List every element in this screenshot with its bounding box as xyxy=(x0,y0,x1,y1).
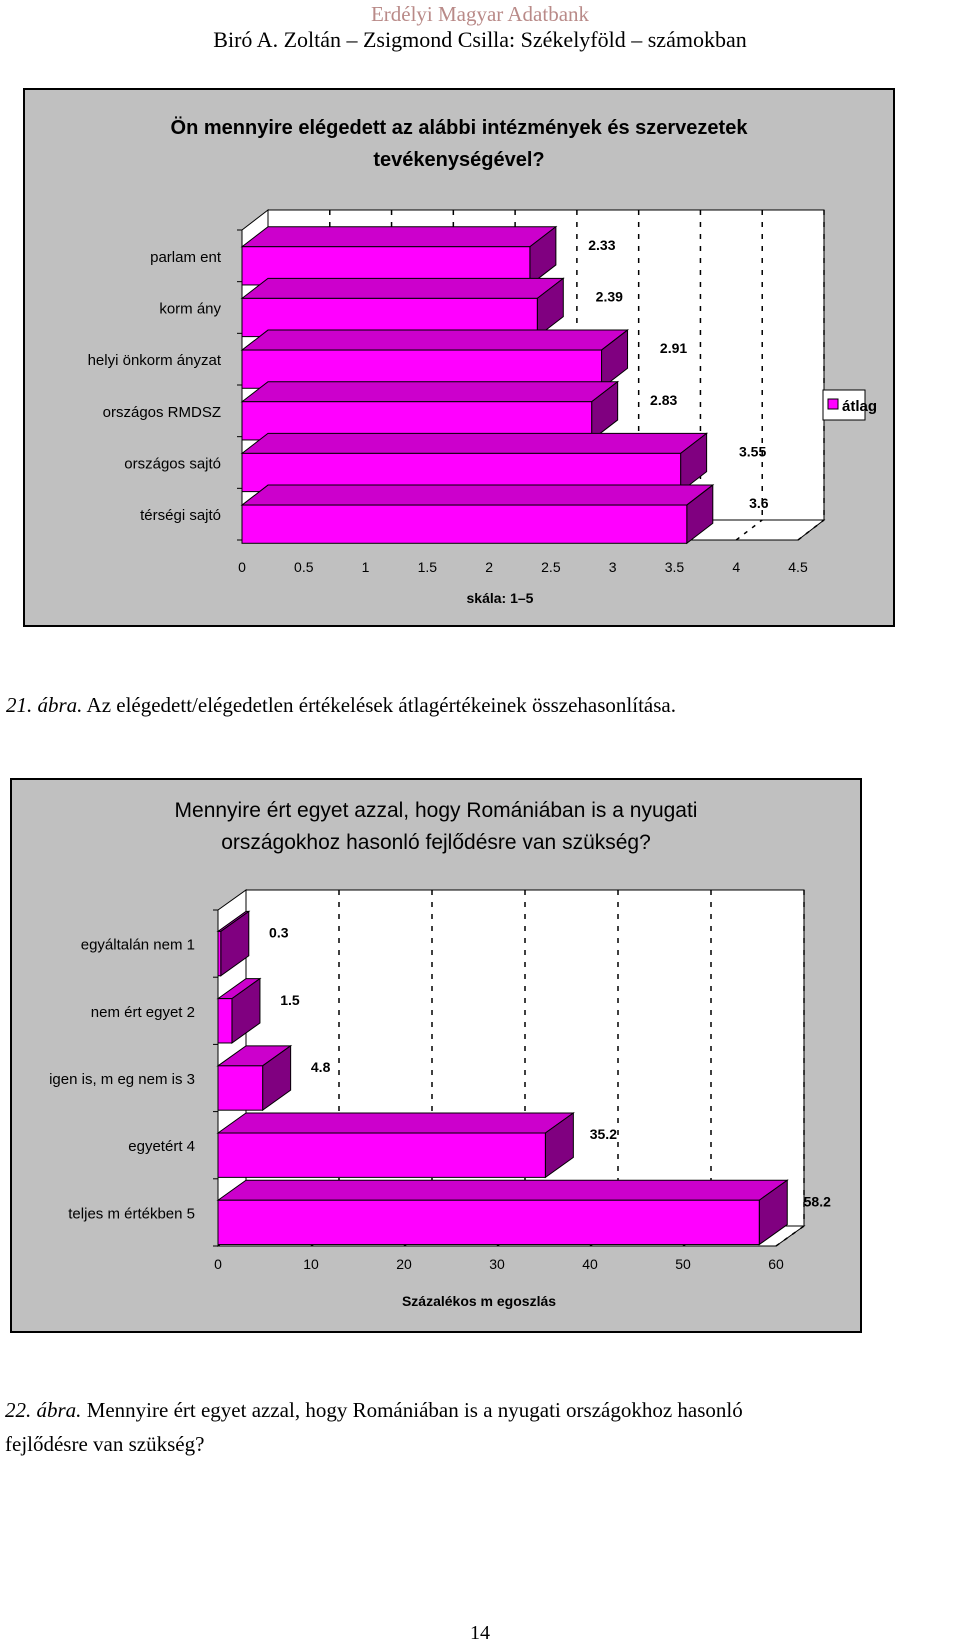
caption-1-text: Az elégedett/elégedetlen értékelések átlagértékeinek összehasonlítása. xyxy=(82,693,676,717)
x-tick-label: 0 xyxy=(214,1256,222,1272)
x-tick-label: 0.5 xyxy=(294,559,314,575)
x-tick-label: 4.5 xyxy=(788,559,808,575)
category-label: térségi sajtó xyxy=(140,507,221,525)
caption-2-text-line2: fejlődésre van szükség? xyxy=(5,1432,205,1456)
bar xyxy=(218,1180,787,1244)
chart-title-1-line1: Ön mennyire elégedett az alábbi intézmények és szervezetek xyxy=(170,117,748,139)
category-label: helyi önkorm ányzat xyxy=(87,352,221,370)
data-label: 1.5 xyxy=(280,991,300,1008)
chart-title-2-line1: Mennyire ért egyet azzal, hogy Romániában is a nyugati xyxy=(174,799,698,822)
data-label: 2.39 xyxy=(595,288,623,305)
x-tick-label: 2.5 xyxy=(541,559,561,575)
category-label: egyáltalán nem 1 xyxy=(80,936,195,954)
bar xyxy=(242,433,707,491)
category-label: egyetért 4 xyxy=(128,1138,195,1156)
chart-2-x-axis-label: Százalékos m egoszlás xyxy=(401,1293,557,1309)
bar xyxy=(218,1113,573,1177)
site-title: Erdélyi Magyar Adatbank xyxy=(370,2,590,26)
book-title: Biró A. Zoltán – Zsigmond Csilla: Székelyföld – számokban xyxy=(213,27,747,52)
bar xyxy=(242,278,563,336)
legend-swatch xyxy=(828,399,838,409)
x-tick-label: 20 xyxy=(396,1256,412,1272)
data-label: 2.83 xyxy=(650,391,678,408)
category-label: országos RMDSZ xyxy=(102,403,221,421)
chart-1-svg xyxy=(25,90,893,625)
chart-1-legend xyxy=(823,390,877,420)
data-label: 35.2 xyxy=(589,1126,617,1143)
x-tick-label: 10 xyxy=(303,1256,319,1272)
legend-label: átlag xyxy=(842,398,878,415)
bar xyxy=(242,382,618,440)
data-label: 3.6 xyxy=(749,495,769,512)
category-label: teljes m értékben 5 xyxy=(68,1205,195,1223)
bar xyxy=(242,330,628,388)
caption-2-text: Mennyire ért egyet azzal, hogy Romániában is a nyugati országokhoz hasonló xyxy=(81,1398,743,1422)
page-header xyxy=(0,0,960,54)
x-tick-label: 2 xyxy=(485,559,494,575)
page-number: 14 xyxy=(470,1622,490,1644)
chart-panel-2 xyxy=(10,778,862,1333)
x-tick-label: 30 xyxy=(489,1256,505,1272)
data-label: 2.33 xyxy=(588,236,616,253)
chart-1-x-axis-label: skála: 1–5 xyxy=(466,590,534,606)
x-tick-label: 1.5 xyxy=(417,559,438,575)
chart-2-svg xyxy=(12,780,860,1331)
category-label: nem ért egyet 2 xyxy=(90,1003,195,1021)
caption-1 xyxy=(6,688,676,722)
data-label: 2.91 xyxy=(659,340,688,357)
category-label: parlam ent xyxy=(150,248,221,266)
x-tick-label: 40 xyxy=(582,1256,598,1272)
caption-2-number: 22. ábra. xyxy=(5,1398,82,1422)
x-tick-label: 3 xyxy=(608,559,617,575)
chart-panel-1 xyxy=(23,88,895,627)
bar xyxy=(242,485,713,543)
data-label: 3.55 xyxy=(738,443,767,460)
x-tick-label: 50 xyxy=(675,1256,691,1272)
x-tick-label: 60 xyxy=(768,1256,784,1272)
category-label: igen is, m eg nem is 3 xyxy=(49,1071,195,1088)
data-label: 58.2 xyxy=(803,1193,831,1210)
caption-2 xyxy=(5,1393,743,1461)
category-label: korm ány xyxy=(159,300,221,318)
chart-title-2-line2: országokhoz hasonló fejlődésre van szükség? xyxy=(221,831,651,854)
bar xyxy=(242,227,556,285)
category-label: országos sajtó xyxy=(124,455,221,473)
chart-title-1-line2: tevékenységével? xyxy=(373,149,545,171)
x-tick-label: 0 xyxy=(238,559,246,575)
x-tick-label: 3.5 xyxy=(664,559,685,575)
x-tick-label: 1 xyxy=(361,559,370,575)
caption-1-number: 21. ábra. xyxy=(6,693,83,717)
x-tick-label: 4 xyxy=(732,559,741,575)
data-label: 4.8 xyxy=(310,1059,331,1075)
data-label: 0.3 xyxy=(269,924,289,941)
